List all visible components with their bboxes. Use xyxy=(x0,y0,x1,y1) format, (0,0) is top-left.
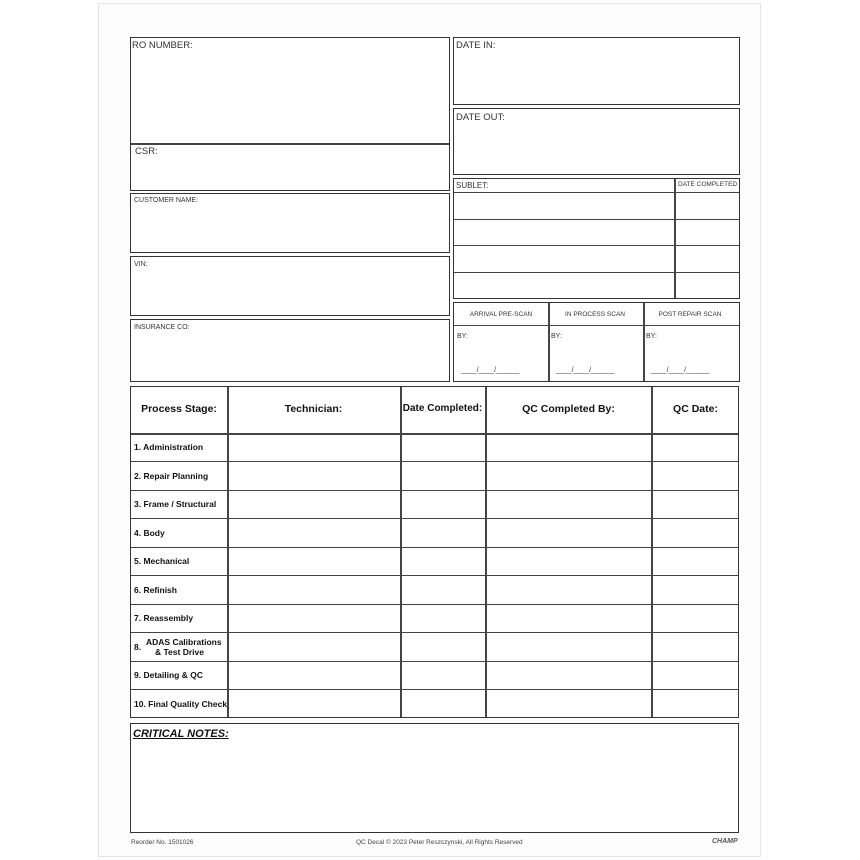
row-line xyxy=(131,547,738,548)
stage-label: 3. Frame / Structural xyxy=(134,499,217,509)
sublet-row-line xyxy=(454,192,739,193)
row-line xyxy=(131,518,738,519)
scan-by-arrival: BY: xyxy=(457,333,468,340)
process-table xyxy=(130,386,739,718)
ro-csr-divider xyxy=(131,143,449,145)
header-date-completed: Date Completed: xyxy=(402,403,483,414)
header-process-stage: Process Stage: xyxy=(141,403,217,415)
sublet-row-line xyxy=(454,272,739,273)
row-line xyxy=(131,575,738,576)
scan-date-in-process[interactable]: ____/____/______ xyxy=(556,367,615,374)
scan-title-in-process: IN PROCESS SCAN xyxy=(565,311,625,318)
header-qc-completed-by: QC Completed By: xyxy=(522,403,615,415)
col-divider xyxy=(227,387,229,717)
insurance-label: INSURANCE CO: xyxy=(134,324,190,331)
critical-notes-title: CRITICAL NOTES: xyxy=(133,728,229,740)
sublet-row-line xyxy=(454,219,739,220)
stage-label: 2. Repair Planning xyxy=(134,471,209,481)
scan-title-arrival: ARRIVAL PRE-SCAN xyxy=(469,311,533,318)
row-line xyxy=(131,461,738,462)
stage-label: 7. Reassembly xyxy=(134,613,194,623)
date-in-box[interactable] xyxy=(453,37,740,105)
sublet-box[interactable] xyxy=(453,178,740,299)
stage-label: 6. Refinish xyxy=(134,585,177,595)
date-completed-label: DATE COMPLETED xyxy=(678,181,738,188)
sublet-row-line xyxy=(454,245,739,246)
csr-label: CSR: xyxy=(135,146,158,157)
date-out-label: DATE OUT: xyxy=(456,112,505,123)
header-qc-date: QC Date: xyxy=(673,403,718,415)
reorder-number: Reorder No. 1501026 xyxy=(131,839,194,846)
stage-label: 1. Administration xyxy=(134,442,204,452)
vin-label: VIN: xyxy=(134,261,148,268)
scan-date-post-repair[interactable]: ____/____/______ xyxy=(651,367,710,374)
header-technician: Technician: xyxy=(284,403,343,415)
stage-label: 8. xyxy=(134,642,142,652)
copyright-notice: QC Decal © 2023 Peter Reszczynski, All Rights Reserved xyxy=(356,839,523,846)
row-line xyxy=(131,661,738,662)
stage-label: 9. Detailing & QC xyxy=(134,670,203,680)
sublet-col-divider xyxy=(674,179,676,298)
col-divider xyxy=(485,387,487,717)
scan-date-arrival[interactable]: ____/____/______ xyxy=(461,367,520,374)
brand-logo: CHAMP xyxy=(712,838,738,845)
row-line xyxy=(131,689,738,690)
ro-number-box[interactable] xyxy=(130,37,450,191)
vin-box[interactable] xyxy=(130,256,450,316)
row-line xyxy=(131,632,738,633)
col-divider xyxy=(651,387,653,717)
stage-label: 4. Body xyxy=(134,528,165,538)
customer-name-label: CUSTOMER NAME: xyxy=(134,197,199,204)
col-divider xyxy=(400,387,402,717)
row-line xyxy=(131,604,738,605)
stage-label: 5. Mechanical xyxy=(134,556,190,566)
adas-label-line2: & Test Drive xyxy=(155,647,204,657)
scan-header-line xyxy=(454,325,739,326)
adas-label-line1: ADAS Calibrations xyxy=(146,637,222,647)
ro-number-label: RO NUMBER: xyxy=(132,40,193,51)
scan-by-in-process: BY: xyxy=(551,333,562,340)
row-line xyxy=(131,490,738,491)
scan-title-post-repair: POST REPAIR SCAN xyxy=(658,311,722,318)
sublet-label: SUBLET: xyxy=(456,181,489,190)
date-in-label: DATE IN: xyxy=(456,40,496,51)
header-bottom-line xyxy=(131,433,738,435)
stage-label: 10. Final Quality Check xyxy=(134,699,228,709)
scan-by-post-repair: BY: xyxy=(646,333,657,340)
